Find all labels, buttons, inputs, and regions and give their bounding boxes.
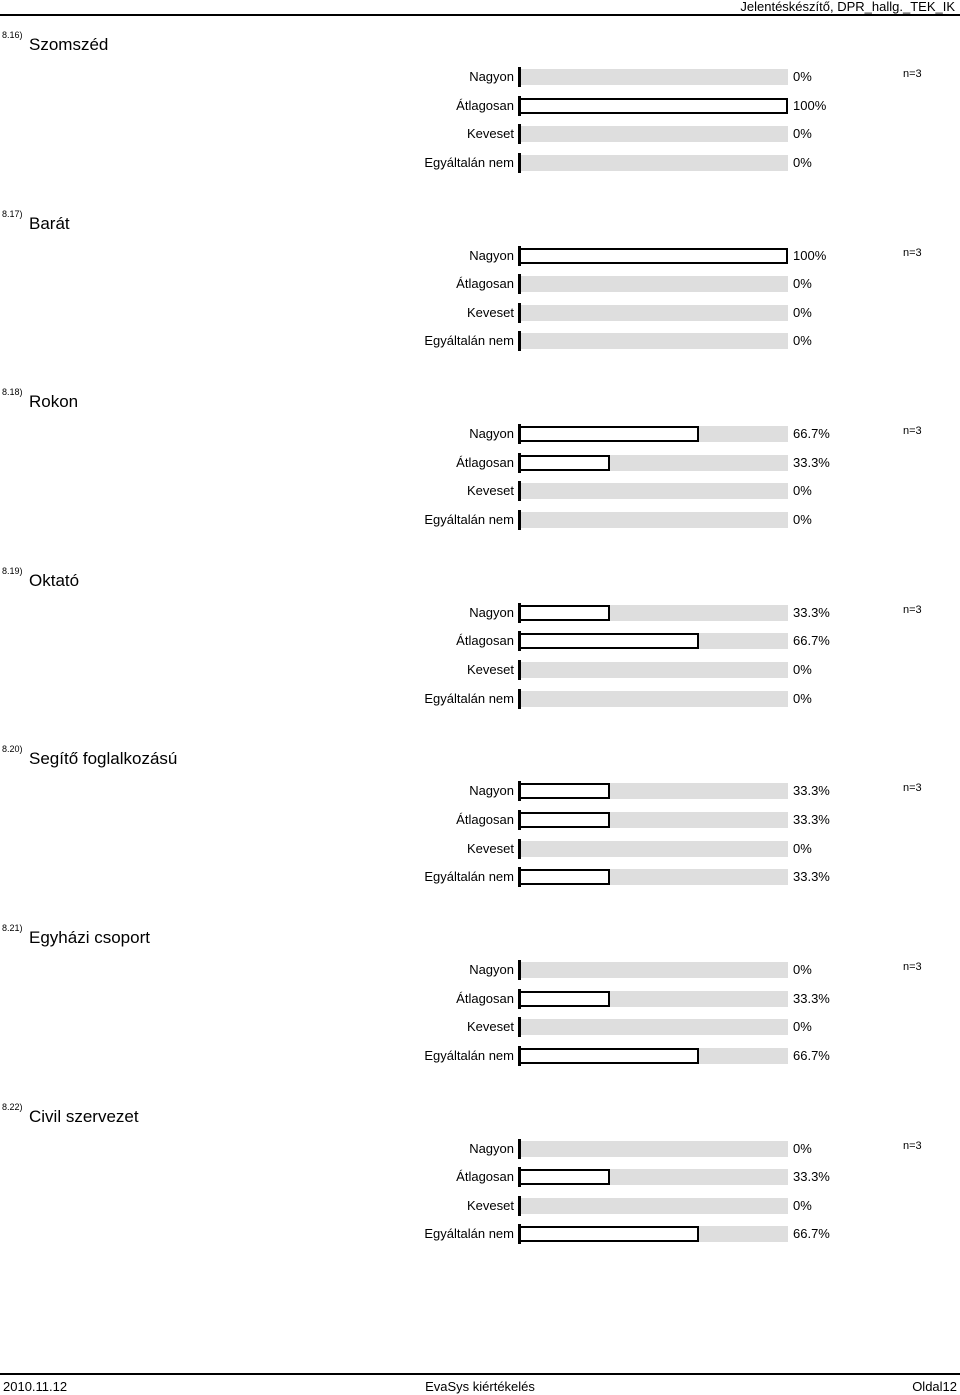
answer-row <box>0 1046 960 1066</box>
answer-label: Egyáltalán nem <box>424 869 514 885</box>
answer-label: Átlagosan <box>456 276 514 292</box>
question-number: 8.18) <box>2 387 23 398</box>
percentage-bar <box>519 812 610 828</box>
percentage-value: 0% <box>793 661 812 677</box>
percentage-value: 33.3% <box>793 783 830 799</box>
percentage-bar <box>519 1226 699 1242</box>
answer-label: Átlagosan <box>456 633 514 649</box>
response-count: n=3 <box>903 68 922 80</box>
answer-row <box>0 1139 960 1159</box>
percentage-value: 0% <box>793 690 812 706</box>
response-count: n=3 <box>903 246 922 259</box>
percentage-bar <box>519 1048 699 1064</box>
question-section <box>0 566 960 746</box>
answer-row <box>0 1017 960 1037</box>
answer-label: Keveset <box>467 304 514 320</box>
percentage-value: 0% <box>793 962 812 977</box>
answer-label: Átlagosan <box>456 97 514 113</box>
answer-row <box>0 331 960 351</box>
answer-label: Átlagosan <box>456 811 514 827</box>
question-number: 8.19) <box>2 565 23 576</box>
percentage-value: 0% <box>793 126 812 142</box>
answer-row <box>0 96 960 116</box>
answer-row <box>0 960 960 980</box>
percentage-bar <box>519 248 788 264</box>
answer-row <box>0 67 960 87</box>
question-number: 8.16) <box>2 30 23 40</box>
question-title: Szomszéd <box>29 35 109 54</box>
answer-label: Nagyon <box>469 604 514 620</box>
percentage-value: 33.3% <box>793 1169 830 1185</box>
answer-row <box>0 1196 960 1216</box>
answer-label: Átlagosan <box>456 1169 514 1185</box>
answer-row <box>0 246 960 266</box>
answer-label: Keveset <box>467 126 514 142</box>
answer-label: Nagyon <box>469 783 514 799</box>
question-title: Barát <box>29 213 70 233</box>
question-title: Segítő foglalkozású <box>29 749 178 769</box>
answer-label: Nagyon <box>469 962 514 977</box>
bar-track <box>521 691 788 707</box>
answer-label: Keveset <box>467 1197 514 1213</box>
response-count: n=3 <box>903 961 922 973</box>
answer-row <box>0 424 960 444</box>
answer-row <box>0 303 960 323</box>
response-count: n=3 <box>903 1139 922 1152</box>
answer-row <box>0 481 960 501</box>
percentage-value: 100% <box>793 247 827 263</box>
bar-track <box>521 841 788 857</box>
percentage-value: 0% <box>793 483 812 499</box>
answer-row <box>0 867 960 887</box>
answer-row <box>0 810 960 830</box>
answer-row <box>0 1224 960 1244</box>
percentage-value: 0% <box>793 840 812 856</box>
answer-label: Átlagosan <box>456 454 514 470</box>
percentage-bar <box>519 869 610 885</box>
percentage-bar <box>519 455 610 471</box>
answer-row <box>0 660 960 680</box>
response-count: n=3 <box>903 425 922 438</box>
percentage-bar <box>519 605 610 621</box>
percentage-value: 66.7% <box>793 426 830 442</box>
bar-track <box>521 1141 788 1157</box>
question-section <box>0 744 960 924</box>
question-number: 8.20) <box>2 744 23 755</box>
bar-track <box>521 69 788 85</box>
answer-row <box>0 689 960 709</box>
percentage-value: 66.7% <box>793 633 830 649</box>
bar-track <box>521 483 788 499</box>
bar-track <box>521 333 788 349</box>
percentage-bar <box>519 633 699 649</box>
answer-label: Keveset <box>467 483 514 499</box>
answer-row <box>0 631 960 651</box>
answer-label: Nagyon <box>469 69 514 84</box>
answer-row <box>0 781 960 801</box>
answer-row <box>0 274 960 294</box>
percentage-bar <box>519 1169 610 1185</box>
answer-label: Nagyon <box>469 247 514 263</box>
question-section <box>0 1102 960 1282</box>
answer-label: Egyáltalán nem <box>424 154 514 170</box>
question-number: 8.17) <box>2 208 23 219</box>
footer-date: 2010.11.12 <box>3 1379 68 1394</box>
bar-track <box>521 305 788 321</box>
percentage-value: 33.3% <box>793 990 830 1006</box>
header-divider <box>0 14 960 16</box>
bar-track <box>521 962 788 978</box>
percentage-bar <box>519 426 699 442</box>
answer-label: Egyáltalán nem <box>424 690 514 706</box>
bar-track <box>521 662 788 678</box>
answer-row <box>0 124 960 144</box>
percentage-value: 0% <box>793 154 812 170</box>
bar-track <box>521 1198 788 1214</box>
question-number: 8.21) <box>2 923 23 933</box>
answer-row <box>0 989 960 1009</box>
answer-row <box>0 153 960 173</box>
question-title: Rokon <box>29 392 79 412</box>
percentage-value: 33.3% <box>793 811 830 827</box>
percentage-value: 0% <box>793 1140 812 1156</box>
answer-label: Keveset <box>467 840 514 856</box>
question-title: Oktató <box>29 570 80 590</box>
report-title: Jelentéskészítő, DPR_hallg._TEK_IK <box>740 0 955 14</box>
answer-row <box>0 603 960 623</box>
question-section <box>0 387 960 567</box>
answer-row <box>0 453 960 473</box>
percentage-value: 0% <box>793 333 812 349</box>
percentage-bar <box>519 783 610 799</box>
footer-page: Oldal12 <box>912 1379 957 1394</box>
answer-label: Nagyon <box>469 426 514 442</box>
bar-track <box>521 276 788 292</box>
percentage-value: 0% <box>793 511 812 527</box>
percentage-value: 0% <box>793 69 812 84</box>
percentage-value: 0% <box>793 304 812 320</box>
percentage-value: 0% <box>793 276 812 292</box>
answer-label: Nagyon <box>469 1140 514 1156</box>
answer-label: Egyáltalán nem <box>424 333 514 349</box>
question-section <box>0 923 960 1103</box>
question-title: Egyházi csoport <box>29 928 150 947</box>
response-count: n=3 <box>903 782 922 795</box>
answer-row <box>0 839 960 859</box>
percentage-value: 33.3% <box>793 869 830 885</box>
answer-label: Átlagosan <box>456 990 514 1006</box>
question-number: 8.22) <box>2 1101 23 1112</box>
percentage-value: 66.7% <box>793 1226 830 1242</box>
bar-track <box>521 1019 788 1035</box>
answer-label: Keveset <box>467 1019 514 1035</box>
footer-center: EvaSys kiértékelés <box>425 1379 535 1394</box>
response-count: n=3 <box>903 603 922 616</box>
percentage-value: 100% <box>793 97 827 113</box>
bar-track <box>521 512 788 528</box>
footer-divider <box>0 1373 960 1375</box>
percentage-value: 0% <box>793 1197 812 1213</box>
answer-label: Egyáltalán nem <box>424 1047 514 1063</box>
percentage-value: 66.7% <box>793 1047 830 1063</box>
question-section <box>0 30 960 210</box>
percentage-value: 0% <box>793 1019 812 1035</box>
answer-row <box>0 1167 960 1187</box>
bar-track <box>521 155 788 171</box>
question-section <box>0 209 960 389</box>
answer-label: Keveset <box>467 661 514 677</box>
percentage-value: 33.3% <box>793 454 830 470</box>
percentage-bar <box>519 991 610 1007</box>
bar-track <box>521 126 788 142</box>
percentage-bar <box>519 98 788 114</box>
answer-label: Egyáltalán nem <box>424 511 514 527</box>
question-title: Civil szervezet <box>29 1106 139 1126</box>
answer-row <box>0 510 960 530</box>
answer-label: Egyáltalán nem <box>424 1226 514 1242</box>
percentage-value: 33.3% <box>793 604 830 620</box>
